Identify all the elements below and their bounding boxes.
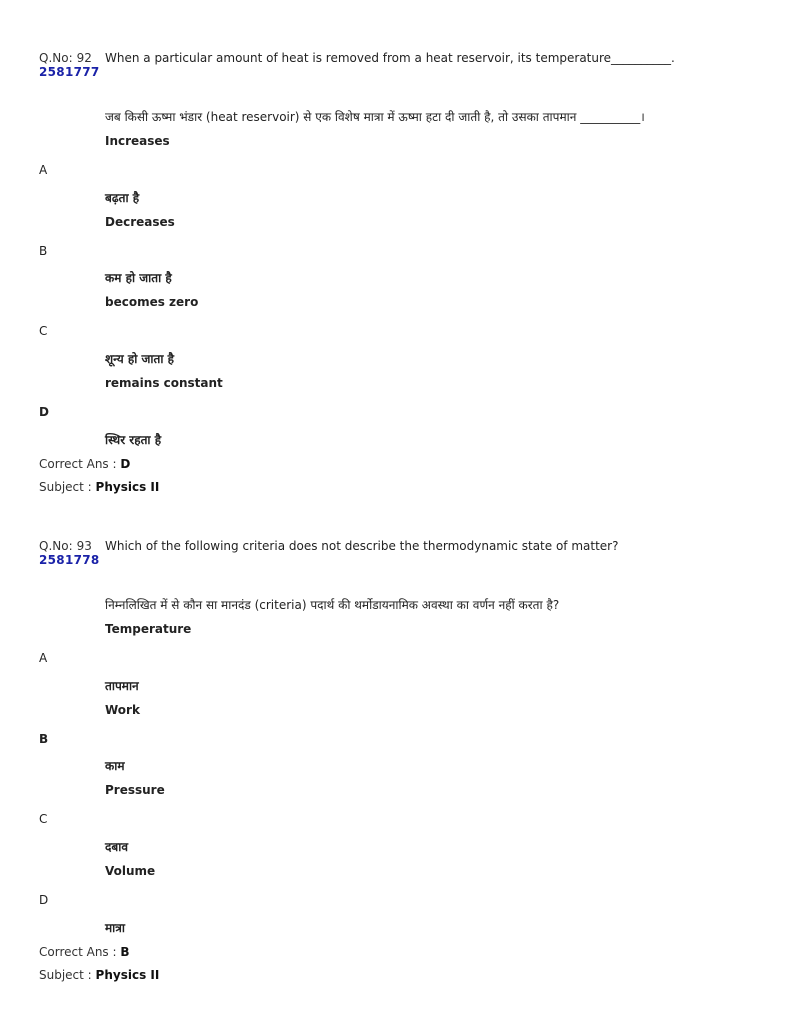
question-text-hindi: निम्नलिखित में से कौन सा मानदंड (criteria) पदार्थ की थर्मोडायनामिक अवस्था का वर्णन नहीं करता है? xyxy=(105,598,560,612)
option-b-hindi: कम हो जाता है xyxy=(105,271,172,285)
subject xyxy=(39,480,159,494)
option-d-english: remains constant xyxy=(105,376,223,390)
option-c-hindi: शून्य हो जाता है xyxy=(105,352,175,366)
question-text-hindi: जब किसी ऊष्मा भंडार (heat reservoir) से एक विशेष मात्रा में ऊष्मा हटा दी जाती है, तो उसका तापमान __________। xyxy=(105,110,645,124)
option-c-hindi: दबाव xyxy=(105,840,129,854)
option-a-english: Increases xyxy=(105,134,170,148)
correct-answer xyxy=(39,945,130,959)
option-d-english: Volume xyxy=(105,864,156,878)
question-text-english: When a particular amount of heat is removed from a heat reservoir, its temperature__________. xyxy=(105,51,675,65)
option-a-letter: A xyxy=(39,163,48,177)
option-c-letter: C xyxy=(39,812,48,826)
question-number xyxy=(39,51,92,65)
question-header xyxy=(0,538,811,568)
option-a-letter: A xyxy=(39,651,48,665)
option-d-hindi: स्थिर रहता है xyxy=(105,433,162,447)
question-number-value: 93 xyxy=(76,539,92,553)
subject-label: Subject : xyxy=(39,480,92,494)
question-header xyxy=(0,50,811,80)
option-b-english: Work xyxy=(105,703,140,717)
question-text-english: Which of the following criteria does not describe the thermodynamic state of matter? xyxy=(105,539,619,553)
option-b-hindi: काम xyxy=(105,759,125,773)
correct-answer-value: B xyxy=(120,945,130,959)
question-block xyxy=(0,50,811,494)
option-c-letter: C xyxy=(39,324,48,338)
subject xyxy=(39,968,159,982)
question-block xyxy=(0,538,811,982)
option-b-letter: B xyxy=(39,244,48,258)
option-a-english: Temperature xyxy=(105,622,192,636)
question-number xyxy=(39,539,92,553)
option-c-english: becomes zero xyxy=(105,295,199,309)
option-b-letter: B xyxy=(39,732,49,746)
question-id: 2581777 xyxy=(39,65,100,79)
option-d-hindi: मात्रा xyxy=(105,921,126,935)
correct-answer-label: Correct Ans : xyxy=(39,945,117,959)
option-d-letter: D xyxy=(39,405,49,419)
subject-label: Subject : xyxy=(39,968,92,982)
option-a-hindi: तापमान xyxy=(105,679,139,693)
question-number-value: 92 xyxy=(76,51,92,65)
question-number-label: Q.No: xyxy=(39,51,73,65)
correct-answer xyxy=(39,457,130,471)
option-c-english: Pressure xyxy=(105,783,165,797)
question-id: 2581778 xyxy=(39,553,100,567)
subject-value: Physics II xyxy=(95,480,160,494)
question-number-label: Q.No: xyxy=(39,539,73,553)
correct-answer-label: Correct Ans : xyxy=(39,457,117,471)
option-a-hindi: बढ़ता है xyxy=(105,191,140,205)
subject-value: Physics II xyxy=(95,968,160,982)
correct-answer-value: D xyxy=(120,457,131,471)
option-b-english: Decreases xyxy=(105,215,175,229)
option-d-letter: D xyxy=(39,893,49,907)
